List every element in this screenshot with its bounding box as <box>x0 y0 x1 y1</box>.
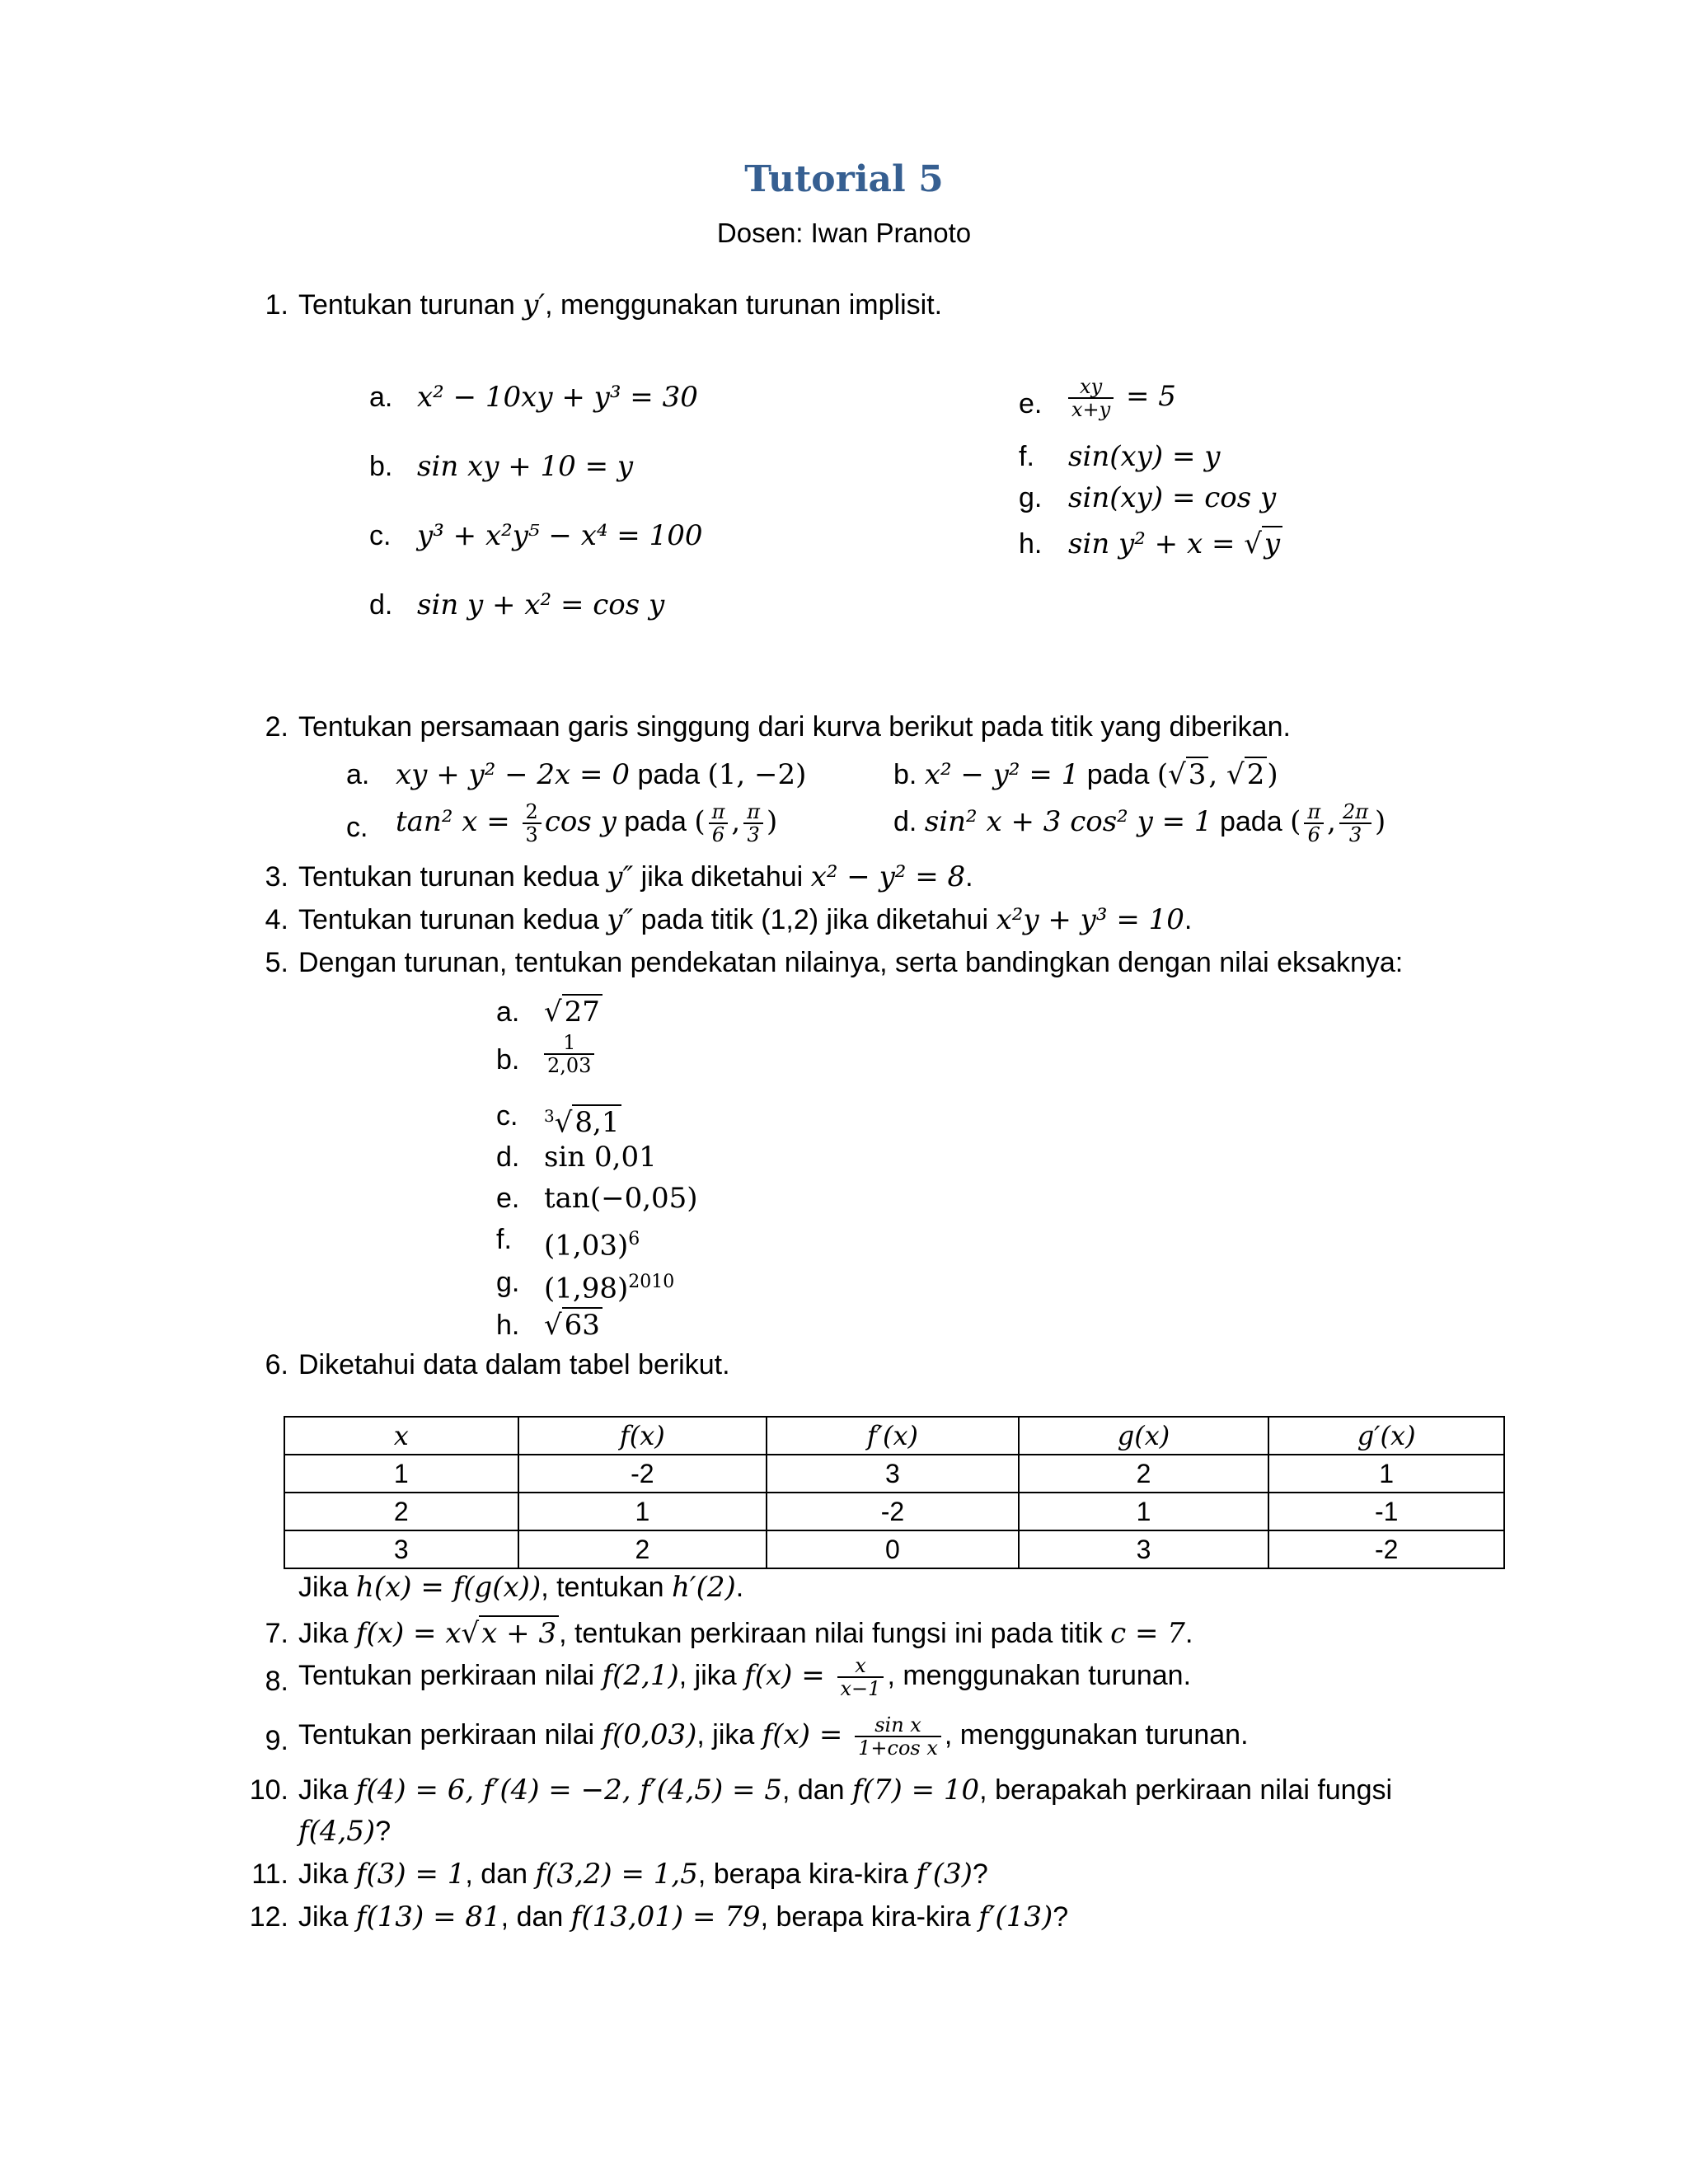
table-row <box>284 1455 1504 1493</box>
q2-item-b-expr: b. x² − y² = 1 pada (√3, √2) <box>893 758 1278 791</box>
q10-number: 10. <box>249 1774 288 1806</box>
table-header-cell: g′(x) <box>1268 1417 1504 1455</box>
table-cell: -2 <box>518 1455 767 1493</box>
table-header-cell: f′(x) <box>767 1417 1019 1455</box>
q6-text: Diketahui data dalam tabel berikut. <box>298 1349 730 1380</box>
q5-item-b-expr: $\frac{1}{2,03}$ <box>541 1032 598 1076</box>
q5-item-d-expr: sin 0,01 <box>544 1141 657 1174</box>
table-cell: 1 <box>518 1493 767 1530</box>
q2-number: 2. <box>265 711 288 743</box>
q1-item-e-expr: $\frac{xy}{x+y}$ = 5 <box>1065 376 1176 420</box>
table-header-cell: x <box>284 1417 518 1455</box>
q2-item-c-label: c. <box>346 812 368 843</box>
table-cell: 1 <box>1268 1455 1504 1493</box>
q5-item-d-label: d. <box>496 1141 520 1173</box>
table-cell: 2 <box>1019 1455 1269 1493</box>
q1-item-h-expr: sin y² + x = √y <box>1068 527 1282 560</box>
table-cell: 3 <box>284 1530 518 1568</box>
table-cell: 3 <box>767 1455 1019 1493</box>
q2-item-a-expr: xy + y² − 2x = 0 pada (1, −2) <box>396 758 807 791</box>
q5-text: Dengan turunan, tentukan pendekatan nilainya, serta bandingkan dengan nilai eksaknya: <box>298 947 1404 978</box>
q1-item-g-label: g. <box>1019 482 1043 513</box>
q5-item-a-label: a. <box>496 996 520 1028</box>
q5-item-e-expr: tan(−0,05) <box>544 1182 698 1215</box>
q1-item-f-expr: sin(xy) = y <box>1068 440 1221 473</box>
q1-item-a-label: a. <box>369 382 393 413</box>
q1-item-d-expr: sin y + x² = cos y <box>417 588 665 621</box>
table-header-row <box>284 1417 1504 1455</box>
q11-number: 11. <box>251 1858 288 1890</box>
q12-number: 12. <box>249 1901 288 1933</box>
q5-number: 5. <box>265 947 288 978</box>
q1-item-e-label: e. <box>1019 388 1043 419</box>
q8-number: 8. <box>265 1666 288 1697</box>
q2-text: Tentukan persamaan garis singgung dari kurva berikut pada titik yang diberikan. <box>298 711 1291 743</box>
q2-item-a-label: a. <box>346 759 370 790</box>
q1-item-b-expr: sin xy + 10 = y <box>417 450 634 483</box>
q5-item-f-expr: $(1,03)^6$ <box>544 1229 640 1263</box>
q5-item-b-label: b. <box>496 1044 520 1076</box>
q5-item-g-label: g. <box>496 1267 520 1298</box>
q9-text: Tentukan perkiraan nilai f(0,03), jika f(x) = $\frac{\text{sin x}}{\text{1+cos x}}$ , menggunakan turunan. <box>298 1713 1249 1760</box>
q5-item-g-expr: $(1,98)^{2010}$ <box>544 1272 675 1305</box>
q2-item-d-expr: d. sin² x + 3 cos² y = 1 pada ( $\frac{\pi}{6}$ , $\frac{2\pi}{3}$ ) <box>893 800 1386 846</box>
table-header-cell: g(x) <box>1019 1417 1269 1455</box>
q1-item-f-label: f. <box>1019 441 1034 472</box>
table-cell: 2 <box>518 1530 767 1568</box>
table-row <box>284 1530 1504 1568</box>
table-cell: 2 <box>284 1493 518 1530</box>
q1-item-b-label: b. <box>369 451 393 482</box>
data-table <box>284 1416 1505 1569</box>
q5-item-f-label: f. <box>496 1224 512 1255</box>
q10-text: Jika f(4) = 6, f′(4) = −2, f′(4,5) = 5, dan f(7) = 10, berapakah perkiraan nilai fungsi <box>298 1774 1393 1807</box>
q1-item-g-expr: sin(xy) = cos y <box>1068 481 1277 514</box>
q1-item-h-label: h. <box>1019 528 1043 560</box>
page-title: Tutorial 5 <box>744 158 944 200</box>
table-row <box>284 1493 1504 1530</box>
q1-item-a-expr: x² − 10xy + y³ = 30 <box>417 381 698 414</box>
q9-number: 9. <box>265 1725 288 1756</box>
q5-item-e-label: e. <box>496 1183 520 1214</box>
q1-item-d-label: d. <box>369 589 393 621</box>
page-subtitle: Dosen: Iwan Pranoto <box>716 218 972 248</box>
q2-item-c-expr: tan² x = $\frac{2}{3}$ cos y pada ( $\frac{\pi}{6}$ , $\frac{\pi}{3}$ ) <box>396 800 778 847</box>
table-cell: 1 <box>1019 1493 1269 1530</box>
q6-number: 6. <box>265 1349 288 1380</box>
q1-text: Tentukan turunan y′, menggunakan turunan implisit. <box>298 288 943 321</box>
q5-item-a-expr: √27 <box>544 996 603 1029</box>
q1-number: 1. <box>265 289 288 321</box>
q7-text: Jika f(x) = x√x + 3, tentukan perkiraan nilai fungsi ini pada titik c = 7. <box>298 1617 1193 1650</box>
q6-question: Jika h(x) = f(g(x)), tentukan h′(2). <box>298 1571 744 1604</box>
table-cell: -1 <box>1268 1493 1504 1530</box>
q3-number: 3. <box>265 861 288 893</box>
q10-text-line2: f(4,5)? <box>298 1815 392 1848</box>
table-cell: -2 <box>767 1493 1019 1530</box>
table-cell: -2 <box>1268 1530 1504 1568</box>
table-cell: 3 <box>1019 1530 1269 1568</box>
table-header-cell: f(x) <box>518 1417 767 1455</box>
q8-text: Tentukan perkiraan nilai f(2,1), jika f(x) = $\frac{x}{x-1}$ , menggunakan turunan. <box>298 1654 1192 1700</box>
table-cell: 1 <box>284 1455 518 1493</box>
q12-text: Jika f(13) = 81, dan f(13,01) = 79, berapa kira-kira f′(13)? <box>298 1900 1069 1933</box>
q4-number: 4. <box>265 904 288 935</box>
q11-text: Jika f(3) = 1, dan f(3,2) = 1,5, berapa kira-kira f′(3)? <box>298 1858 988 1891</box>
q4-text: Tentukan turunan kedua y″ pada titik (1,2) jika diketahui x²y + y³ = 10. <box>298 903 1193 936</box>
q5-item-c-label: c. <box>496 1100 518 1132</box>
q5-item-c-expr: $^3$√8,1 <box>544 1099 621 1139</box>
table-cell: 0 <box>767 1530 1019 1568</box>
q5-item-h-expr: √63 <box>544 1309 603 1342</box>
q3-text: Tentukan turunan kedua y″ jika diketahui x² − y² = 8. <box>298 860 973 893</box>
q7-number: 7. <box>265 1618 288 1649</box>
q1-item-c-expr: y³ + x²y⁵ − x⁴ = 100 <box>417 519 703 552</box>
q5-item-h-label: h. <box>496 1310 520 1341</box>
q1-item-c-label: c. <box>369 520 392 551</box>
